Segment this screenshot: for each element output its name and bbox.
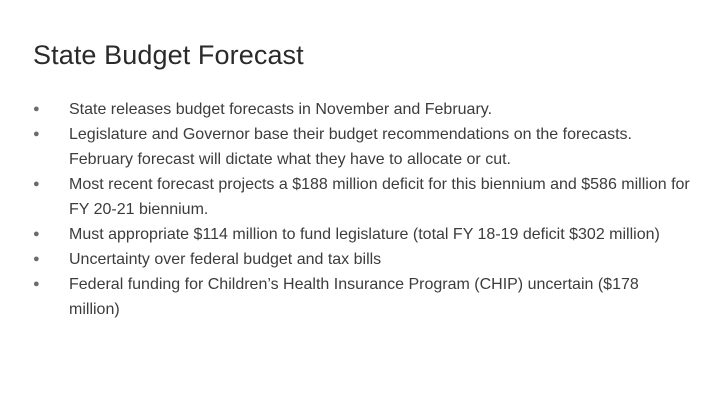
bullet-item <box>33 172 693 222</box>
bullet-dot-icon: ● <box>33 228 40 240</box>
bullet-text: Federal funding for Children’s Health Insurance Program (CHIP) uncertain ($178 million) <box>69 276 639 318</box>
bullet-item <box>33 122 693 172</box>
bullet-dot-icon: ● <box>33 103 40 115</box>
bullet-text: State releases budget forecasts in November and February. <box>69 101 493 118</box>
bullet-dot-icon: ● <box>33 178 40 190</box>
bullet-text: Legislature and Governor base their budget recommendations on the forecasts. February forecast will dictate what they have to allocate or cut. <box>69 126 632 168</box>
bullet-text: Uncertainty over federal budget and tax bills <box>69 251 382 268</box>
bullet-dot-icon: ● <box>33 278 40 290</box>
bullet-item <box>33 247 693 272</box>
bullet-dot-icon: ● <box>33 128 40 140</box>
bullet-item <box>33 97 693 122</box>
bullet-text: Must appropriate $114 million to fund legislature (total FY 18-19 deficit $302 million) <box>69 226 660 243</box>
bullet-item <box>33 272 693 322</box>
bullet-item <box>33 222 693 247</box>
bullet-text: Most recent forecast projects a $188 million deficit for this biennium and $586 million for FY 20-21 biennium. <box>69 176 690 218</box>
bullet-dot-icon: ● <box>33 253 40 265</box>
slide-title: State Budget Forecast <box>33 40 304 70</box>
bullet-list <box>33 97 693 322</box>
